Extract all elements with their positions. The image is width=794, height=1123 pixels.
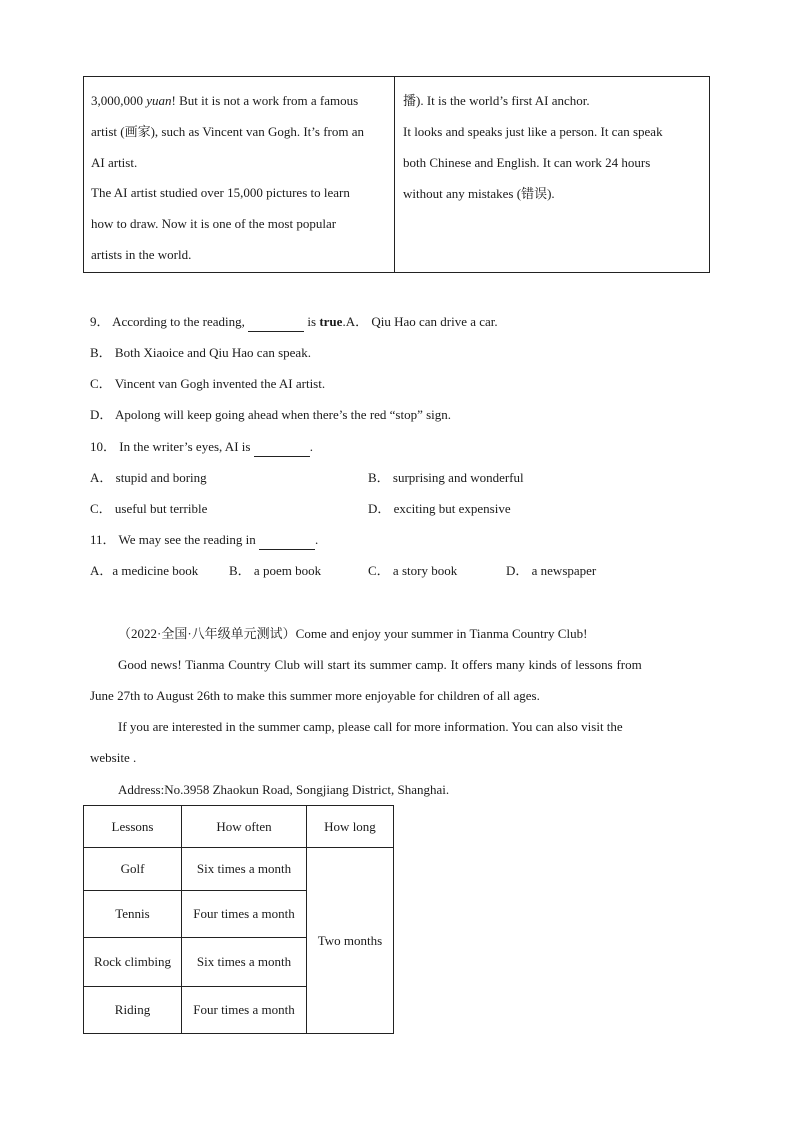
passage-cell-artist xyxy=(84,77,395,272)
question-number: 10． xyxy=(90,439,117,454)
option-11a: A．a medicine book xyxy=(90,563,199,578)
passage-line: artist (画家), such as Vincent van Gogh. It’s from an xyxy=(91,124,365,139)
option-text: Qiu Hao can drive a car. xyxy=(371,314,498,329)
passage-line: how to draw. Now it is one of the most popular xyxy=(91,216,337,231)
answer-blank xyxy=(259,531,315,550)
question-number: 9． xyxy=(90,314,110,329)
passage-line: 播). It is the world’s first AI anchor. xyxy=(403,93,590,108)
passage-line: AI artist. xyxy=(91,155,138,170)
lesson-frequency: Four times a month xyxy=(182,987,307,1034)
header-how-long: How long xyxy=(307,806,394,848)
paragraph-line: website . xyxy=(90,750,137,765)
question-10: 10． In the writer’s eyes, AI is . xyxy=(90,438,313,457)
passage-line: artists in the world. xyxy=(91,247,192,262)
paragraph-line: If you are interested in the summer camp, please call for more information. You can also visit the xyxy=(118,719,623,734)
lesson-name: Rock climbing xyxy=(84,938,182,987)
lesson-frequency: Six times a month xyxy=(182,938,307,987)
option-9b: B． Both Xiaoice and Qiu Hao can speak. xyxy=(90,345,311,360)
passage-cell-anchor xyxy=(395,77,709,272)
passage-line: both Chinese and English. It can work 24 hours xyxy=(403,155,651,170)
question-11: 11． We may see the reading in . xyxy=(90,531,318,550)
section-heading: （2022·全国·八年级单元测试）Come and enjoy your summer in Tianma Country Club! xyxy=(118,626,588,641)
paragraph-line: Good news! Tianma Country Club will start its summer camp. It offers many kinds of lessons from xyxy=(118,657,642,672)
header-lessons: Lessons xyxy=(84,806,182,848)
option-11c: C． a story book xyxy=(368,563,458,578)
option-9d: D． Apolong will keep going ahead when there’s the red “stop” sign. xyxy=(90,407,452,422)
answer-blank xyxy=(254,438,310,457)
question-stem: According to the reading, xyxy=(112,314,245,329)
passage-table xyxy=(83,76,710,273)
passage-line: It looks and speaks just like a person. It can speak xyxy=(403,124,663,139)
option-9c: C． Vincent van Gogh invented the AI artist. xyxy=(90,376,326,391)
passage-line: The AI artist studied over 15,000 pictures to learn xyxy=(91,185,350,200)
lessons-table xyxy=(83,805,394,1034)
lesson-name: Golf xyxy=(84,848,182,891)
answer-blank xyxy=(248,313,304,332)
lesson-duration: Two months xyxy=(307,848,394,1034)
table-header-row xyxy=(84,806,394,848)
option-10b: B． surprising and wonderful xyxy=(368,470,524,485)
lesson-name: Tennis xyxy=(84,891,182,938)
option-11d: D． a newspaper xyxy=(506,563,597,578)
question-stem: We may see the reading in xyxy=(118,532,256,547)
passage-line: without any mistakes (错误). xyxy=(403,186,555,201)
option-label: A． xyxy=(345,314,369,329)
lesson-name: Riding xyxy=(84,987,182,1034)
question-number: 11． xyxy=(90,532,116,547)
address-line: Address:No.3958 Zhaokun Road, Songjiang District, Shanghai. xyxy=(118,782,450,797)
table-row xyxy=(84,848,394,891)
lesson-frequency: Six times a month xyxy=(182,848,307,891)
passage-line: 3,000,000 yuan! But it is not a work from a famous xyxy=(91,93,359,108)
question-stem: In the writer’s eyes, AI is xyxy=(119,439,251,454)
header-how-often: How often xyxy=(182,806,307,848)
paragraph-line: June 27th to August 26th to make this summer more enjoyable for children of all ages. xyxy=(90,688,540,703)
option-10a: A． stupid and boring xyxy=(90,470,207,485)
option-10d: D． exciting but expensive xyxy=(368,501,511,516)
option-10c: C． useful but terrible xyxy=(90,501,208,516)
lesson-frequency: Four times a month xyxy=(182,891,307,938)
option-11b: B． a poem book xyxy=(229,563,322,578)
question-9: 9． According to the reading, is true.A． Qiu Hao can drive a car. xyxy=(90,313,498,332)
